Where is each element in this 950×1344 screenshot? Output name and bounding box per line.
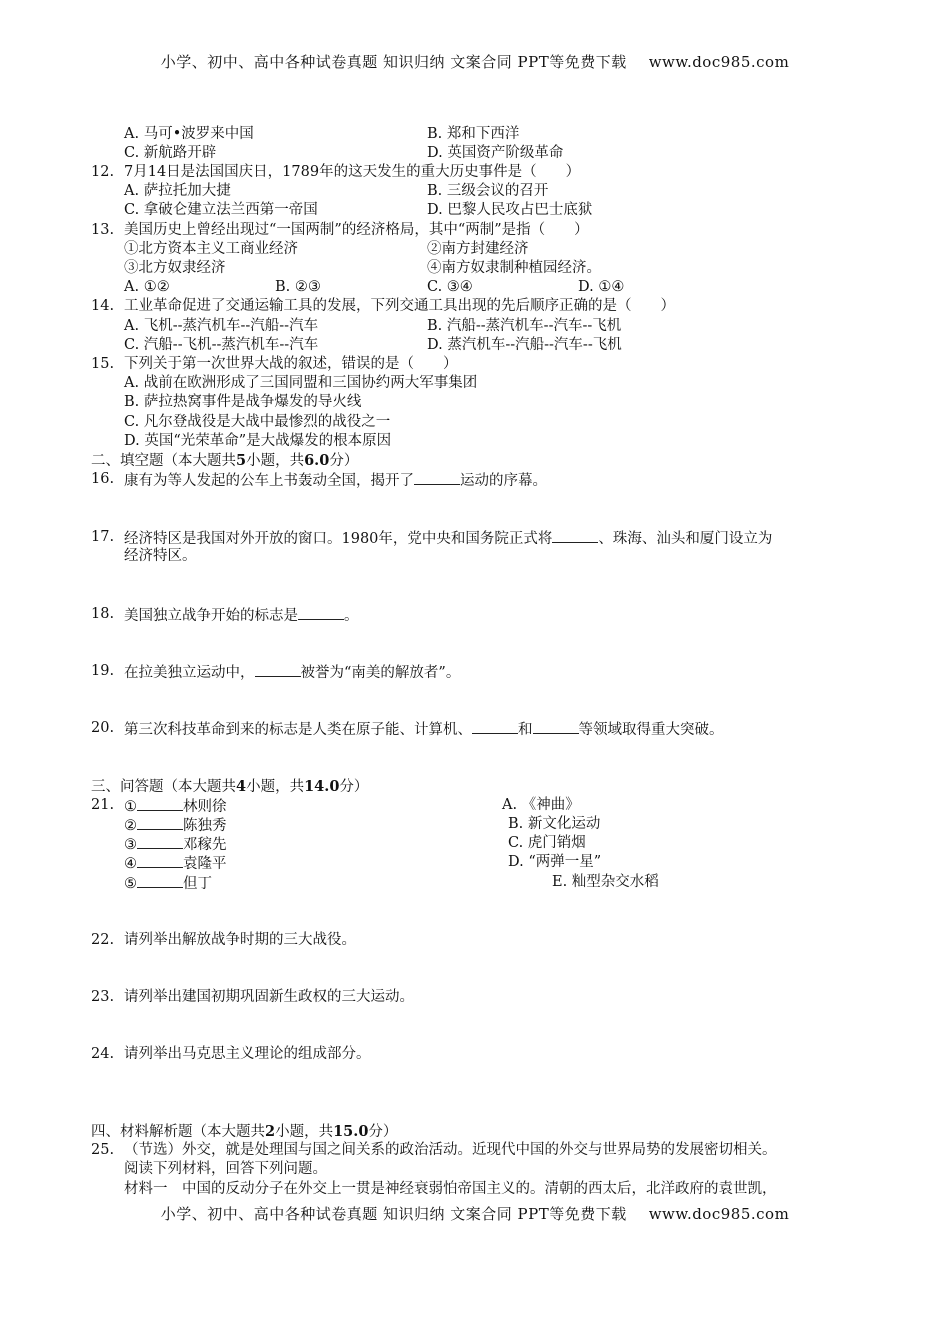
q12-option-c: C. 拿破仑建立法兰西第一帝国 [124, 202, 318, 218]
q13-option-c: C. ③④ [427, 279, 473, 295]
q22-text: 请列举出解放战争时期的三大战役。 [124, 932, 356, 948]
q14-option-a: A. 飞机--蒸汽机车--汽船--汽车 [124, 318, 319, 334]
q15-option-d: D. 英国“光荣革命”是大战爆发的根本原因 [124, 433, 392, 449]
q11-option-c: C. 新航路开辟 [124, 145, 217, 161]
answer-blank[interactable] [533, 719, 579, 734]
answer-blank[interactable] [414, 470, 460, 485]
q20-text: 第三次科技革命到来的标志是人类在原子能、计算机、 和 等领域取得重大突破。 [124, 719, 724, 740]
q11-option-d: D. 英国资产阶级革命 [427, 145, 564, 161]
section-3-heading: 三、问答题（本大题共4小题，共14.0分） [91, 778, 369, 795]
section-4-heading: 四、材料解析题（本大题共2小题，共15.0分） [91, 1123, 398, 1140]
q22-number: 22. [91, 932, 115, 948]
q25-number: 25. [91, 1142, 115, 1158]
q12-option-d: D. 巴黎人民攻占巴士底狱 [427, 202, 593, 218]
q13-option-d: D. ①④ [578, 279, 625, 295]
answer-blank[interactable] [298, 605, 344, 620]
q25-text: （节选）外交，就是处理国与国之间关系的政治活动。近现代中国的外交与世界局势的发展密切相关。 [124, 1142, 777, 1158]
q14-number: 14. [91, 298, 115, 314]
q15-option-a: A. 战前在欧洲形成了三国同盟和三国协约两大军事集团 [124, 375, 478, 391]
q13-option-a: A. ①② [124, 279, 170, 295]
q21-number: 21. [91, 797, 115, 813]
header-text: 小学、初中、高中各种试卷真题 知识归纳 文案合同 PPT等免费下载 [160, 53, 627, 71]
header-site-link[interactable]: www.doc985.com [648, 53, 790, 71]
q19-number: 19. [91, 663, 115, 679]
q19-text: 在拉美独立运动中， 被誉为“南美的解放者”。 [124, 662, 460, 683]
q20-number: 20. [91, 720, 115, 736]
q14-option-c: C. 汽船--飞机--蒸汽机车--汽车 [124, 337, 319, 353]
q24-number: 24. [91, 1046, 115, 1062]
q12-option-b: B. 三级会议的召开 [427, 183, 549, 199]
q18-number: 18. [91, 606, 115, 622]
q15-number: 15. [91, 356, 115, 372]
q12-text: 7月14日是法国国庆日，1789年的这天发生的重大历史事件是（ ） [124, 164, 581, 180]
q16-text: 康有为等人发起的公车上书轰动全国，揭开了 运动的序幕。 [124, 470, 547, 491]
q14-option-b: B. 汽船--蒸汽机车--汽车--飞机 [427, 318, 622, 334]
answer-blank[interactable] [137, 834, 183, 849]
q16-number: 16. [91, 471, 115, 487]
q13-item-4: ④南方奴隶制种植园经济。 [427, 260, 601, 276]
q15-option-c: C. 凡尔登战役是大战中最惨烈的战役之一 [124, 414, 391, 430]
answer-blank[interactable] [472, 719, 518, 734]
footer-text: 小学、初中、高中各种试卷真题 知识归纳 文案合同 PPT等免费下载 [160, 1205, 627, 1223]
q21-option-d: D. “两弹一星” [508, 854, 602, 870]
q13-text: 美国历史上曾经出现过“一国两制”的经济格局，其中“两制”是指（ ） [124, 222, 589, 238]
q13-item-1: ①北方资本主义工商业经济 [124, 241, 298, 257]
section-2-heading: 二、填空题（本大题共5小题，共6.0分） [91, 452, 359, 469]
q21-option-b: B. 新文化运动 [508, 816, 601, 832]
q23-text: 请列举出建国初期巩固新生政权的三大运动。 [124, 989, 414, 1005]
q13-option-b: B. ②③ [275, 279, 321, 295]
q21-option-a: A. 《神曲》 [502, 797, 580, 813]
q12-option-a: A. 萨拉托加大捷 [124, 183, 231, 199]
page-footer [0, 1203, 950, 1224]
answer-blank[interactable] [137, 815, 183, 830]
q23-number: 23. [91, 989, 115, 1005]
q15-option-b: B. 萨拉热窝事件是战争爆发的导火线 [124, 394, 362, 410]
q13-number: 13. [91, 222, 115, 238]
answer-blank[interactable] [137, 873, 183, 888]
q24-text: 请列举出马克思主义理论的组成部分。 [124, 1046, 371, 1062]
q13-item-3: ③北方奴隶经济 [124, 260, 226, 276]
footer-site-link[interactable]: www.doc985.com [648, 1205, 790, 1223]
q14-text: 工业革命促进了交通运输工具的发展，下列交通工具出现的先后顺序正确的是（ ） [124, 298, 675, 314]
q21-option-e: E. 籼型杂交水稻 [552, 874, 659, 890]
q11-option-b: B. 郑和下西洋 [427, 126, 520, 142]
q13-item-2: ②南方封建经济 [427, 241, 529, 257]
q21-option-c: C. 虎门销烟 [508, 835, 586, 851]
q14-option-d: D. 蒸汽机车--汽船--汽车--飞机 [427, 337, 622, 353]
q15-text: 下列关于第一次世界大战的叙述，错误的是（ ） [124, 356, 458, 372]
q11-option-a: A. 马可•波罗来中国 [124, 126, 254, 142]
q17-number: 17. [91, 529, 115, 545]
answer-blank[interactable] [137, 853, 183, 868]
answer-blank[interactable] [137, 796, 183, 811]
q12-number: 12. [91, 164, 115, 180]
q17-text: 经济特区是我国对外开放的窗口。1980年，党中央和国务院正式将 、珠海、汕头和厦门设立为 [124, 528, 772, 549]
answer-blank[interactable] [255, 662, 301, 677]
q18-text: 美国独立战争开始的标志是 。 [124, 605, 359, 626]
answer-blank[interactable] [552, 528, 598, 543]
page-header [0, 51, 950, 72]
